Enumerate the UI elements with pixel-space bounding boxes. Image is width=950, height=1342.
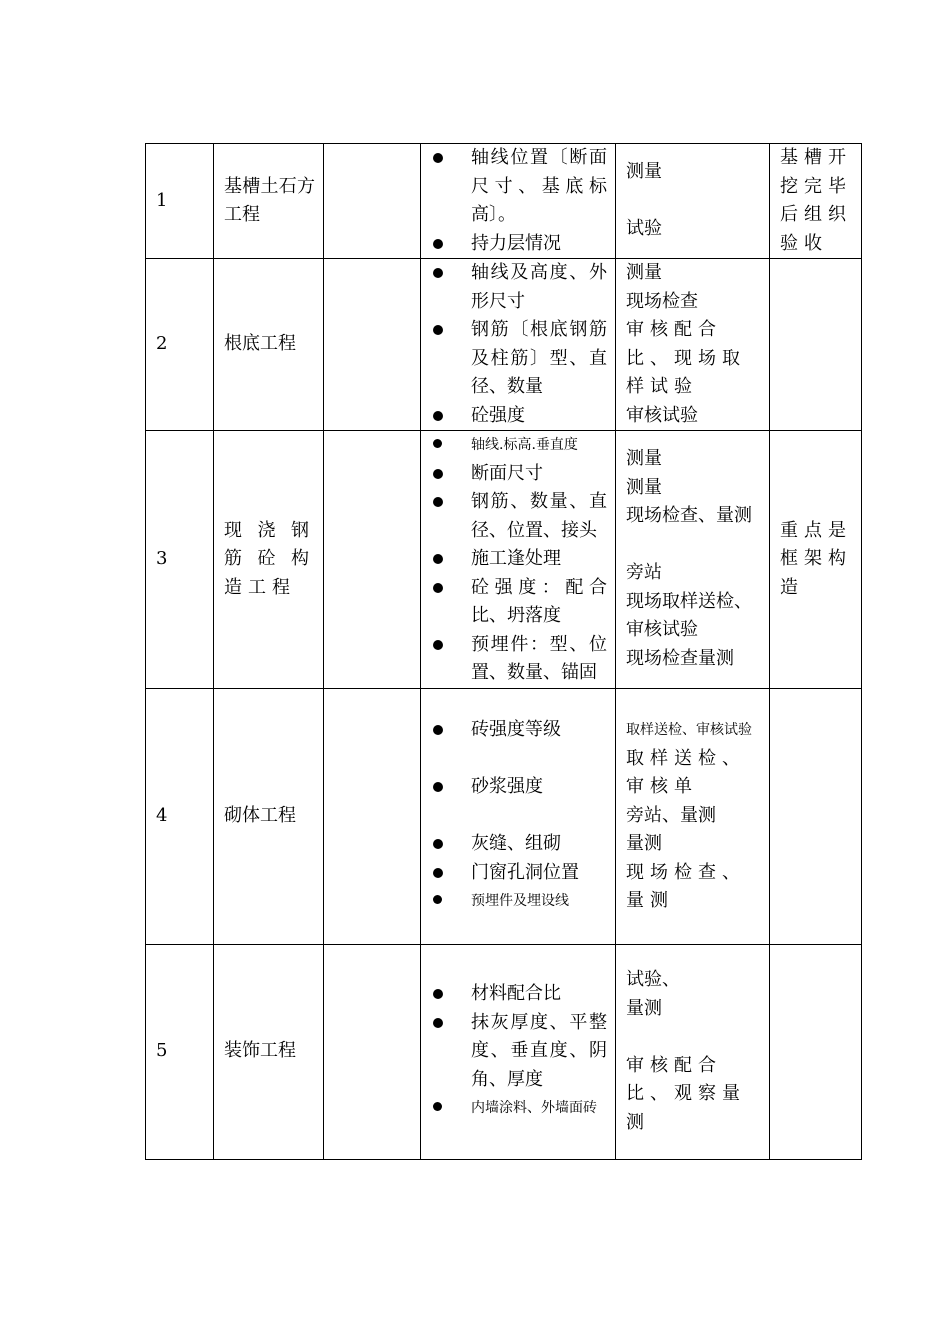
bullet-icon	[433, 989, 443, 999]
blank-cell	[324, 431, 421, 689]
bullet-icon	[433, 1102, 442, 1111]
list-item	[431, 1094, 607, 1123]
check-method-cell	[616, 144, 770, 259]
list-item	[431, 830, 607, 859]
list-item	[431, 716, 607, 745]
list-spacer	[431, 745, 607, 774]
note-cell	[770, 259, 862, 431]
check-method-cell	[616, 944, 770, 1159]
check-method-cell	[616, 259, 770, 431]
table-row	[146, 688, 862, 944]
method-line	[626, 531, 761, 560]
row-number: 2	[146, 259, 214, 431]
inspection-table	[145, 143, 862, 1160]
list-item	[431, 460, 607, 489]
check-items-cell	[421, 944, 616, 1159]
bullet-icon	[433, 554, 443, 564]
item-text: 材料配合比	[471, 983, 561, 1005]
method-line: 审核试验	[626, 404, 698, 426]
list-item	[431, 773, 607, 802]
method-line: 现场取样送检、	[626, 590, 752, 612]
list-item	[431, 887, 607, 916]
bullet-icon	[433, 839, 443, 849]
item-text: 砂浆强度	[471, 776, 543, 798]
table-row	[146, 431, 862, 689]
item-text: 轴线.标高.垂直度	[471, 437, 578, 453]
list-item	[431, 631, 607, 688]
list-item	[431, 316, 607, 402]
bullet-icon	[433, 782, 443, 792]
item-text: 抹灰厚度、平整度、垂直度、阴角、厚度	[471, 1011, 607, 1090]
item-text: 灰缝、组砌	[471, 833, 561, 855]
project-name: 装饰工程	[214, 944, 324, 1159]
list-item	[431, 402, 607, 431]
list-item	[431, 431, 607, 460]
item-text: 施工逢处理	[471, 548, 561, 569]
blank-cell	[324, 944, 421, 1159]
method-line: 现场检查量测	[626, 647, 734, 669]
row-number: 5	[146, 944, 214, 1159]
item-text: 轴线位置〔断面尺寸、基底标高〕。	[471, 147, 607, 225]
method-line: 旁站	[626, 562, 662, 584]
bullet-icon	[433, 439, 442, 448]
method-line: 审核配合比、观察量测	[626, 1054, 746, 1133]
method-line: 量测	[626, 833, 662, 855]
item-text: 砖强度等级	[471, 719, 561, 741]
method-line: 审核试验	[626, 619, 698, 641]
method-line: 现场检查	[626, 290, 698, 312]
item-text: 预埋件及埋设线	[471, 893, 569, 910]
project-name: 基槽土石方工程	[214, 144, 324, 259]
item-text: 砼强度：配合比、坍落度	[471, 576, 607, 626]
item-text: 预埋件：型、位置、数量、锚固	[471, 633, 607, 683]
list-item	[431, 230, 607, 259]
list-item	[431, 259, 607, 316]
bullet-icon	[433, 725, 443, 735]
method-line: 测量	[626, 161, 662, 183]
method-line: 测量	[626, 262, 662, 283]
bullet-icon	[433, 153, 443, 163]
method-line: 取样送检、审核试验	[626, 722, 752, 739]
check-method-cell	[616, 431, 770, 689]
blank-cell	[324, 144, 421, 259]
bullet-icon	[433, 469, 443, 479]
item-text: 门窗孔洞位置	[471, 861, 579, 883]
row-number: 3	[146, 431, 214, 689]
note-cell	[770, 944, 862, 1159]
list-item	[431, 980, 607, 1009]
list-item	[431, 144, 607, 230]
item-text: 内墙涂料、外墙面砖	[471, 1100, 597, 1117]
bullet-icon	[433, 497, 443, 507]
list-spacer	[431, 802, 607, 831]
bullet-icon	[433, 239, 443, 249]
project-name: 根底工程	[214, 259, 324, 431]
check-items-cell	[421, 688, 616, 944]
bullet-icon	[433, 411, 443, 421]
method-line: 试验	[626, 218, 662, 240]
blank-cell	[324, 259, 421, 431]
note-cell	[770, 688, 862, 944]
list-item	[431, 488, 607, 545]
list-item	[431, 574, 607, 631]
item-text: 钢筋〔根底钢筋及柱筋〕型、直径、数量	[471, 319, 607, 397]
method-line: 取样送检、审核单	[626, 747, 746, 798]
method-line: 测量	[626, 476, 662, 498]
blank-cell	[324, 688, 421, 944]
bullet-icon	[433, 583, 443, 593]
row-number: 4	[146, 688, 214, 944]
bullet-icon	[433, 640, 443, 650]
row-number: 1	[146, 144, 214, 259]
project-name: 砌体工程	[214, 688, 324, 944]
method-line: 旁站、量测	[626, 804, 716, 826]
check-items-cell	[421, 144, 616, 259]
bullet-icon	[433, 1018, 443, 1028]
check-items-cell	[421, 431, 616, 689]
check-method-cell	[616, 688, 770, 944]
table-row	[146, 944, 862, 1159]
item-text: 轴线及高度、外形尺寸	[471, 262, 607, 312]
method-line: 现场检查、量测	[626, 861, 746, 912]
list-item	[431, 859, 607, 888]
note-cell: 基槽开挖完毕后组织验收	[770, 144, 862, 259]
table-row	[146, 144, 862, 259]
method-line	[626, 187, 761, 216]
method-line: 现场检查、量测	[626, 505, 752, 527]
item-text: 断面尺寸	[471, 462, 543, 484]
table-row	[146, 259, 862, 431]
method-line: 审核配合比、现场取样试验	[626, 319, 746, 397]
item-text: 砼强度	[471, 404, 525, 426]
item-text: 持力层情况	[471, 232, 561, 254]
method-line: 测量	[626, 448, 662, 470]
bullet-icon	[433, 895, 442, 904]
bullet-icon	[433, 268, 443, 278]
method-line: 量测	[626, 997, 662, 1019]
bullet-icon	[433, 325, 443, 335]
list-item	[431, 1009, 607, 1095]
method-line	[626, 1023, 761, 1052]
method-line: 试验、	[626, 969, 680, 990]
check-items-cell	[421, 259, 616, 431]
list-item	[431, 545, 607, 574]
note-cell: 重点是框架构造	[770, 431, 862, 689]
item-text: 钢筋、数量、直径、位置、接头	[471, 491, 607, 541]
bullet-icon	[433, 868, 443, 878]
project-name: 现浇钢筋砼构造工程	[214, 431, 324, 689]
